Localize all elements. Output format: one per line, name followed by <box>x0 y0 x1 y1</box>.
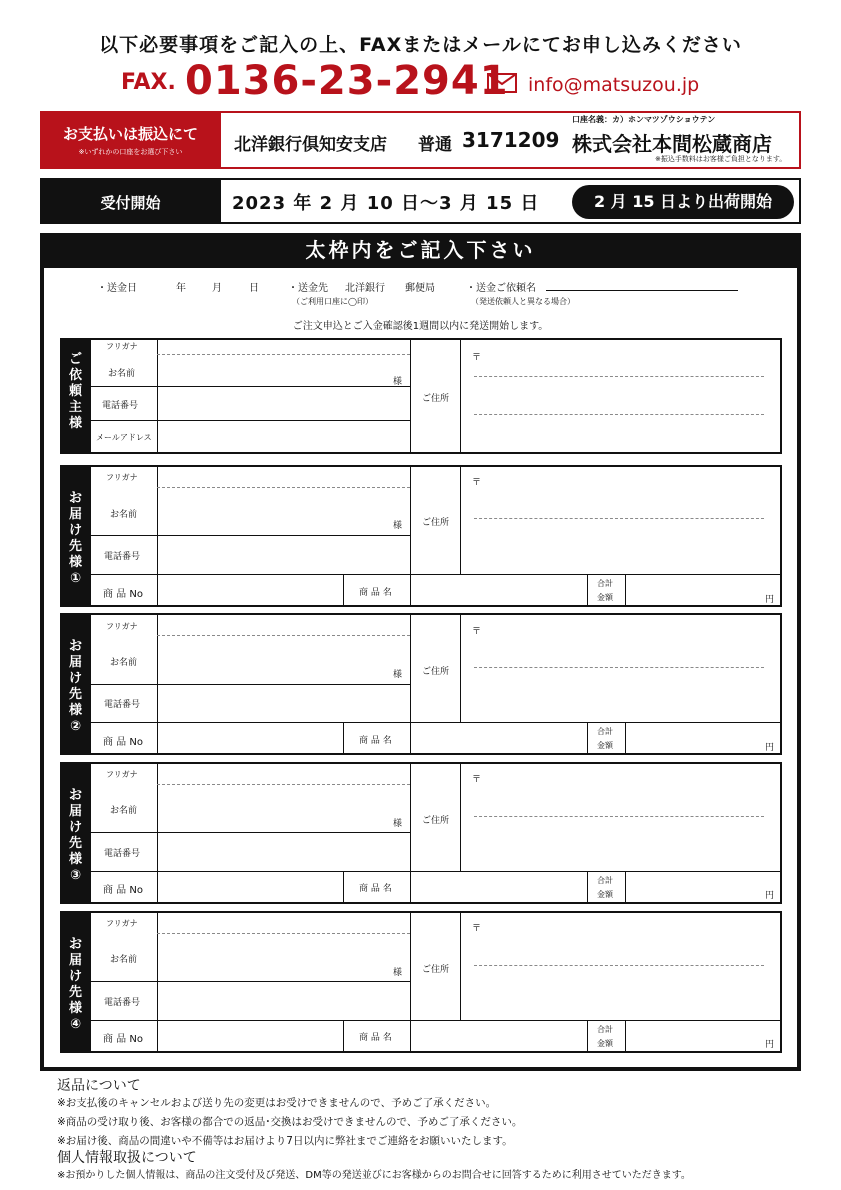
returns-line-2: ※商品の受け取り後、お客様の都合での返品･交換はお受けできませんので、予めご了承ください。 <box>57 1116 523 1128</box>
address-field[interactable] <box>468 784 773 867</box>
product-name-label: 商 品 名 <box>359 588 392 598</box>
product-name-label: 商 品 名 <box>359 1033 392 1043</box>
furigana-label: フリガナ <box>106 622 138 631</box>
name-label: お名前 <box>108 369 136 379</box>
section-title: お 届 け 先 様 ② <box>68 639 82 734</box>
recipient-section-2-band <box>60 613 91 755</box>
account-holder: 株式会社本間松蔵商店 <box>572 132 772 156</box>
name-field[interactable] <box>163 789 401 829</box>
phone-field[interactable] <box>163 688 406 720</box>
product-no-label: 商 品 No <box>103 589 143 600</box>
address-label: ご住所 <box>422 518 450 528</box>
mail-icon <box>487 73 517 93</box>
address-field[interactable] <box>468 636 773 718</box>
postal-mark: 〒 <box>472 353 482 363</box>
address-label: ご住所 <box>422 667 450 677</box>
address-label: ご住所 <box>422 816 450 826</box>
name-label: お名前 <box>110 510 138 520</box>
address-label: ご住所 <box>422 965 450 975</box>
fee-note: ※振込手数料はお客様ご負担となります。 <box>655 155 787 163</box>
phone-label: 電話番号 <box>104 998 141 1008</box>
name-field[interactable] <box>163 358 401 385</box>
returns-line-1: ※お支払後のキャンセルおよび送り先の変更はお受けできませんので、予めご了承ください。 <box>57 1097 497 1109</box>
send-date-label: ・送金日 <box>97 283 137 294</box>
ship-note: ご注文申込とご入金確認後1週間以内に発送開始します。 <box>292 321 549 332</box>
reception-period: 2023 年 2 月 10 日〜3 月 15 日 <box>232 193 540 214</box>
product-name-field[interactable] <box>416 725 582 752</box>
postal-mark: 〒 <box>472 775 482 785</box>
requester-label: ・送金ご依頼名 <box>466 283 536 294</box>
yen-label: 円 <box>765 743 775 753</box>
amount-field[interactable] <box>630 1023 760 1050</box>
address-field[interactable] <box>468 487 773 569</box>
name-field[interactable] <box>163 640 401 680</box>
section-title: お 届 け 先 様 ① <box>68 491 82 586</box>
name-label: お名前 <box>110 955 138 965</box>
name-field[interactable] <box>163 938 401 978</box>
returns-line-3: ※お届け後、商品の間違いや不備等はお届けより7日以内に弊社までご連絡をお願いいたします。 <box>57 1135 513 1147</box>
name-label: お名前 <box>110 806 138 816</box>
postal-mark: 〒 <box>472 627 482 637</box>
phone-label: 電話番号 <box>104 552 141 562</box>
product-name-field[interactable] <box>416 874 582 901</box>
day-label: 日 <box>249 283 259 294</box>
requester-section-band <box>60 338 91 454</box>
phone-label: 電話番号 <box>102 401 139 411</box>
total-label: 合計 <box>597 727 613 736</box>
phone-field[interactable] <box>163 390 406 418</box>
address-label: ご住所 <box>422 394 450 404</box>
product-no-field[interactable] <box>163 1023 339 1050</box>
phone-field[interactable] <box>163 539 406 572</box>
address-field[interactable] <box>468 933 773 1016</box>
furigana-label: フリガナ <box>106 919 138 928</box>
recipient-section-1-band <box>60 465 91 607</box>
section-title: お 届 け 先 様 ③ <box>68 788 82 883</box>
amount-label: 金額 <box>597 593 613 602</box>
sama-label: 様 <box>393 819 403 829</box>
year-label: 年 <box>176 283 186 294</box>
furigana-label: フリガナ <box>106 770 138 779</box>
furigana-label: フリガナ <box>106 473 138 482</box>
send-to-label: ・送金先 <box>288 283 328 294</box>
reception-label-panel <box>40 178 221 224</box>
send-to-note: （ご利用口座に◯印） <box>292 297 373 306</box>
product-no-field[interactable] <box>163 725 339 752</box>
product-no-field[interactable] <box>163 874 339 901</box>
month-label: 月 <box>212 283 222 294</box>
email-label: メールアドレス <box>96 433 152 442</box>
total-label: 合計 <box>597 579 613 588</box>
bank-name: 北洋銀行倶知安支店 <box>234 135 387 155</box>
product-name-label: 商 品 名 <box>359 884 392 894</box>
total-label: 合計 <box>597 1025 613 1034</box>
address-field[interactable] <box>468 360 773 448</box>
section-title: お 届 け 先 様 ④ <box>68 937 82 1032</box>
privacy-heading: 個人情報取扱について <box>57 1150 197 1166</box>
send-to-bank-option[interactable]: 北洋銀行 <box>345 283 385 294</box>
amount-field[interactable] <box>630 577 760 604</box>
postal-mark: 〒 <box>472 924 482 934</box>
product-no-label: 商 品 No <box>103 1034 143 1045</box>
product-no-field[interactable] <box>163 577 339 604</box>
total-label: 合計 <box>597 876 613 885</box>
product-name-label: 商 品 名 <box>359 736 392 746</box>
furigana-label: フリガナ <box>106 342 138 351</box>
send-to-post-option[interactable]: 郵便局 <box>405 283 435 294</box>
product-name-field[interactable] <box>416 577 582 604</box>
name-field[interactable] <box>163 492 401 532</box>
form-title: 太枠内をご記入下さい <box>40 233 801 268</box>
phone-label: 電話番号 <box>104 700 141 710</box>
product-no-label: 商 品 No <box>103 885 143 896</box>
recipient-section-3-band <box>60 762 91 904</box>
email-field[interactable] <box>163 424 406 452</box>
sama-label: 様 <box>393 670 403 680</box>
phone-label: 電話番号 <box>104 849 141 859</box>
yen-label: 円 <box>765 1040 775 1050</box>
yen-label: 円 <box>765 891 775 901</box>
name-label: お名前 <box>110 658 138 668</box>
product-name-field[interactable] <box>416 1023 582 1050</box>
payment-title: お支払いは振込にて <box>62 125 198 143</box>
sama-label: 様 <box>393 521 403 531</box>
requester-note: （発送依頼人と異なる場合） <box>471 297 575 306</box>
amount-label: 金額 <box>597 741 613 750</box>
amount-label: 金額 <box>597 890 613 899</box>
account-type: 普通 <box>418 135 452 155</box>
section-title: ご 依 頼 主 様 <box>68 352 82 431</box>
reception-label: 受付開始 <box>100 194 161 212</box>
account-holder-label: 口座名義：カ）ホンマツゾウショウテン <box>572 115 716 124</box>
recipient-section-4-band <box>60 911 91 1053</box>
payment-note: ※いずれかの口座をお選び下さい <box>78 148 183 156</box>
privacy-line: ※お預かりした個人情報は、商品の注文受付及び発送、DM等の発送並びにお客様からのお問合せに回答するために利用させていただきます。 <box>57 1170 691 1181</box>
account-number: 3171209 <box>462 128 560 152</box>
postal-mark: 〒 <box>472 478 482 488</box>
phone-field[interactable] <box>163 985 406 1018</box>
fax-label: FAX. <box>121 70 176 95</box>
amount-field[interactable] <box>630 874 760 901</box>
fax-number: 0136-23-2941 <box>185 58 509 104</box>
sama-label: 様 <box>393 377 403 387</box>
amount-label: 金額 <box>597 1039 613 1048</box>
returns-heading: 返品について <box>57 1078 141 1094</box>
sama-label: 様 <box>393 968 403 978</box>
amount-field[interactable] <box>630 725 760 752</box>
product-no-label: 商 品 No <box>103 737 143 748</box>
phone-field[interactable] <box>163 836 406 869</box>
payment-title-panel <box>40 111 221 169</box>
headline: 以下必要事項をご記入の上、FAXまたはメールにてお申し込みください <box>99 34 742 56</box>
yen-label: 円 <box>765 595 775 605</box>
shipping-start-badge: 2 月 15 日より出荷開始 <box>572 185 794 219</box>
email-address[interactable]: info@matsuzou.jp <box>528 74 700 96</box>
requester-name-field[interactable] <box>546 290 738 291</box>
